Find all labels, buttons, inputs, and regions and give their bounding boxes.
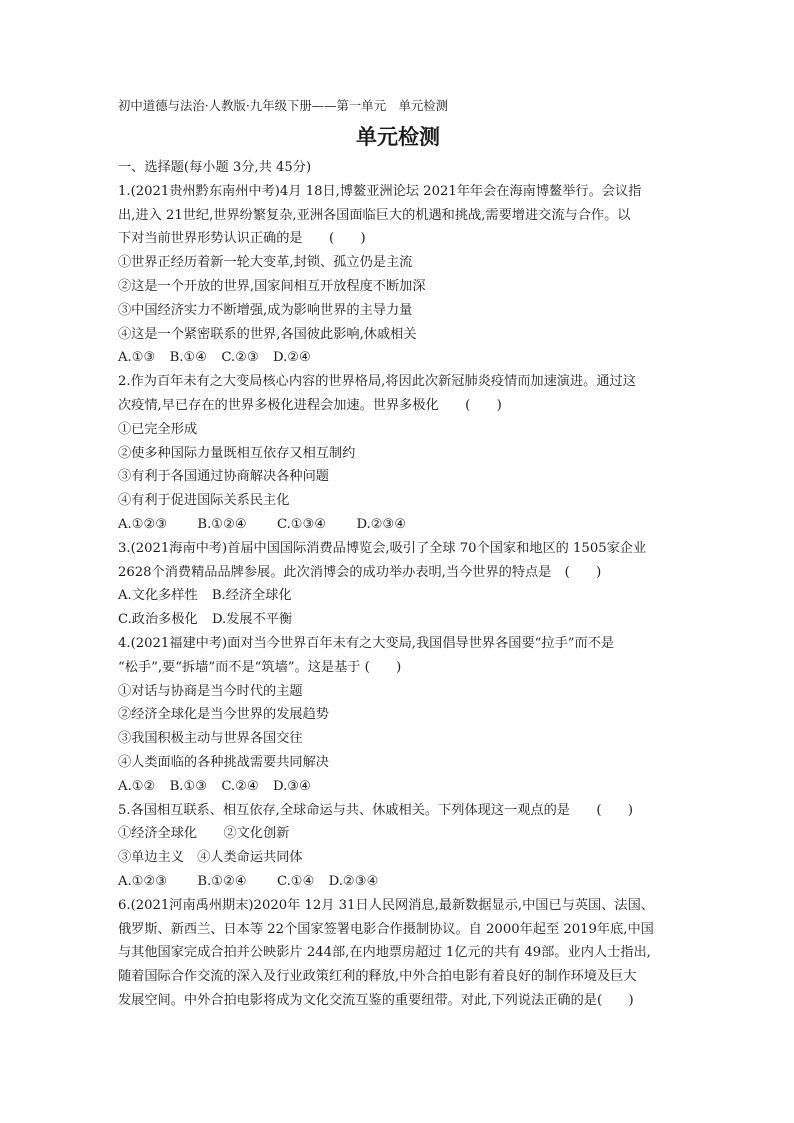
answer-options [118, 513, 678, 537]
answer-options [118, 346, 678, 370]
option-a: A.①② [118, 778, 156, 794]
option-d: D.发展不平衡 [211, 612, 293, 628]
question-stem-line: 6.(2021河南禹州期末)2020年 12月 31日人民网消息,最新数据显示,中国已与英国、法国、 [118, 897, 654, 913]
document-page [118, 96, 678, 1013]
option-b: B.①②④ [197, 516, 247, 532]
statement-item: ④人类面临的各种挑战需要共同解决 [118, 754, 329, 770]
answer-options [118, 775, 678, 799]
option-d: D.③④ [272, 778, 311, 794]
question-stem-line: 随着国际合作交流的深入及行业政策红利的释放,中外合拍电影有着良好的制作环境及巨大 [118, 969, 637, 985]
option-b: B.经济全球化 [211, 588, 292, 604]
question-stem-line: 2.作为百年未有之大变局核心内容的世界格局,将因此次新冠肺炎疫情而加速演进。通过这 [118, 374, 636, 390]
option-c: C.①③④ [276, 516, 327, 532]
answer-options [118, 608, 678, 632]
option-d: D.②④ [272, 350, 311, 366]
statement-item: ②这是一个开放的世界,国家间相互开放程度不断加深 [118, 278, 426, 294]
document-header: 初中道德与法治·人教版·九年级下册——第一单元 单元检测 [118, 98, 449, 113]
answer-options [118, 584, 678, 608]
statement-item: ③我国积极主动与世界各国交往 [118, 731, 303, 747]
statement-item: ③有利于各国通过协商解决各种问题 [118, 469, 329, 485]
question-stem-line: 出,进入 21世纪,世界纷繁复杂,亚洲各国面临巨大的机遇和挑战,需要增进交流与合作。以 [118, 207, 631, 223]
question-5 [118, 799, 678, 894]
option-b: B.①③ [169, 778, 208, 794]
option-a: A.文化多样性 [118, 588, 198, 604]
question-stem-line: “松手”,要“拆墙”而不是“筑墙”。这是基于 ( ) [118, 659, 402, 675]
question-stem-line: 发展空间。中外合拍电影将成为文化交流互鉴的重要纽带。对此,下列说法正确的是( ) [118, 992, 634, 1008]
statement-item: ②使多种国际力量既相互依存又相互制约 [118, 445, 356, 461]
option-d: D.②③④ [328, 873, 379, 889]
statement-item: ③单边主义 ④人类命运共同体 [118, 850, 303, 866]
option-b: B.①②④ [197, 873, 247, 889]
question-2 [118, 370, 678, 537]
statement-item: ①世界正经历着新一轮大变革,封锁、孤立仍是主流 [118, 255, 413, 271]
question-stem-line: 俄罗斯、新西兰、日本等 22个国家签署电影合作摄制协议。自 2000年起至 2019年底,中国 [118, 921, 654, 937]
option-a: A.①③ [118, 350, 156, 366]
question-3 [118, 537, 678, 632]
statement-item: ②经济全球化是当今世界的发展趋势 [118, 707, 329, 723]
question-4 [118, 632, 678, 799]
statement-item: ①已完全形成 [118, 421, 198, 437]
question-stem-line: 2628个消费精品品牌参展。此次消博会的成功举办表明,当今世界的特点是 ( ) [118, 564, 602, 580]
question-stem-line: 1.(2021贵州黔东南州中考)4月 18日,博鳌亚洲论坛 2021年年会在海南博鳌举行。会议指 [118, 183, 642, 199]
question-stem-line: 下对当前世界形势认识正确的是 ( ) [118, 231, 366, 247]
question-stem-line: 4.(2021福建中考)面对当今世界百年未有之大变局,我国倡导世界各国要“拉手”而不是 [118, 635, 615, 651]
answer-options [118, 870, 678, 894]
question-6 [118, 894, 678, 1013]
option-c: C.②③ [221, 350, 259, 366]
option-c: C.①④ [276, 873, 315, 889]
page-title: 单元检测 [356, 125, 440, 149]
statement-item: ④这是一个紧密联系的世界,各国彼此影响,休戚相关 [118, 326, 417, 342]
option-b: B.①④ [169, 350, 208, 366]
question-stem-line: 次疫情,早已存在的世界多极化进程会加速。世界多极化 ( ) [118, 397, 502, 413]
statement-item: ①经济全球化 ②文化创新 [118, 826, 290, 842]
question-stem-line: 与其他国家完成合拍并公映影片 244部,在内地票房超过 1亿元的共有 49部。业内人士指出, [118, 945, 651, 961]
statement-item: ④有利于促进国际关系民主化 [118, 493, 290, 509]
option-c: C.②④ [221, 778, 259, 794]
option-a: A.①②③ [118, 516, 168, 532]
option-a: A.①②③ [118, 873, 168, 889]
section-heading: 一、选择题(每小题 3分,共 45分) [118, 160, 312, 175]
option-d: D.②③④ [356, 516, 407, 532]
option-c: C.政治多极化 [118, 612, 198, 628]
question-1 [118, 180, 678, 370]
question-stem-line: 5.各国相互联系、相互依存,全球命运与共、休戚相关。下列体现这一观点的是 ( ) [118, 802, 633, 818]
statement-item: ③中国经济实力不断增强,成为影响世界的主导力量 [118, 302, 413, 318]
question-stem-line: 3.(2021海南中考)首届中国国际消费品博览会,吸引了全球 70个国家和地区的 1505家企业 [118, 540, 647, 556]
statement-item: ①对话与协商是当今时代的主题 [118, 683, 303, 699]
